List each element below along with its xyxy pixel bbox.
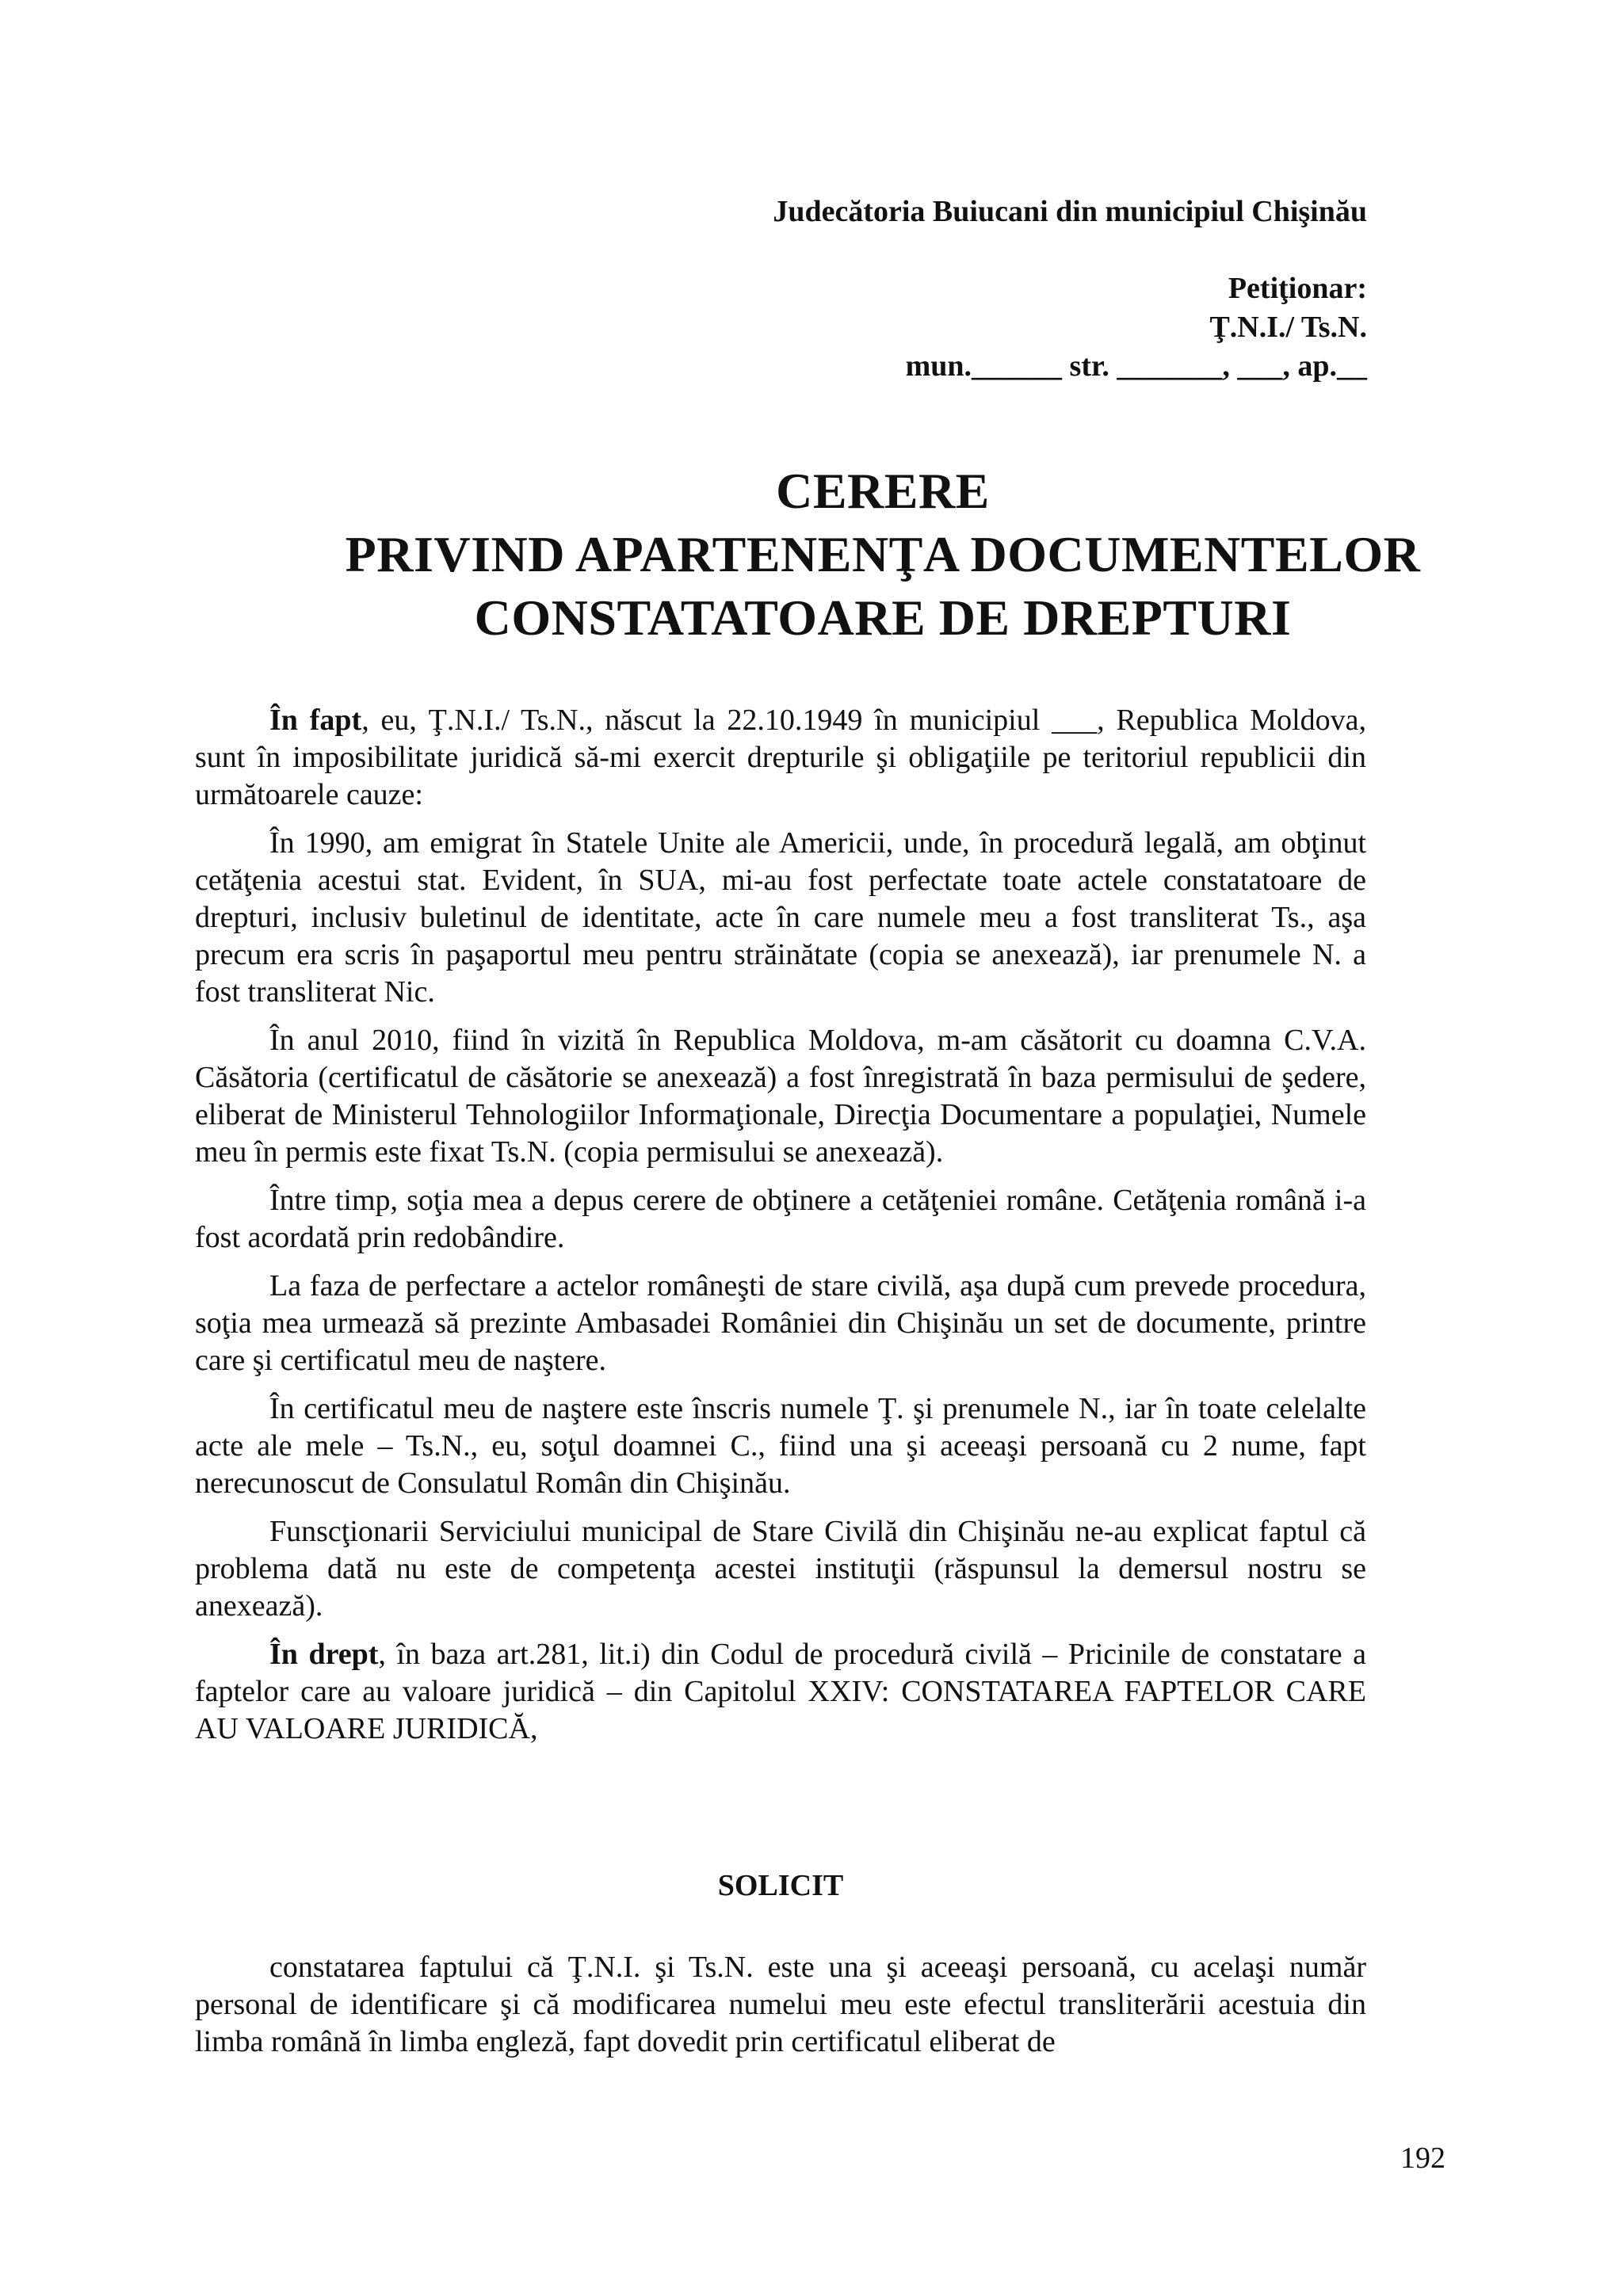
title-line-1: CERERE <box>776 463 990 519</box>
court-name: Judecătoria Buiucani din municipiul Chişinău <box>773 195 1367 228</box>
request-body <box>195 1949 1366 2061</box>
paragraph-civil-status: Funscţionarii Serviciului municipal de Stare Civilă din Chişinău ne-au explicat faptul că problema dată nu este de competenţa acestei instituţii (răspunsul la demersul nostru se anexează). <box>195 1515 1366 1623</box>
document-title <box>0 460 1623 650</box>
paragraph-emigration: În 1990, am emigrat în Statele Unite ale Americii, unde, în procedură legală, am obţinut cetăţenia acestui stat. Evident, în SUA, mi-au fost perfectate toate actele constatatoare de drepturi, inclusiv buletinul de identitate, acte în care numele meu a fost transliterat Ts., aşa precum era scris în paşaportul meu pentru străinătate (copia se anexează), iar prenumele N. a fost transliterat Nic. <box>195 826 1366 1009</box>
paragraph-birth-certificate: În certificatul meu de naştere este înscris numele Ţ. şi prenumele N., iar în toate celelalte acte ale mele – Ts.N., eu, soţul doamnei C., fiind una şi aceeaşi persoană cu 2 nume, fapt nerecunoscut de Consulatul Român din Chişinău. <box>195 1392 1366 1500</box>
law-text: , în baza art.281, lit.i) din Codul de procedură civilă – Pricinile de constatare a faptelor care au valoare juridică – din Capitolul XXIV: CONSTATAREA FAPTELOR CARE AU VALOARE JURIDICĂ, <box>195 1638 1367 1745</box>
title-line-2: PRIVIND APARTENENŢA DOCUMENTELOR <box>345 526 1421 582</box>
title-line-3: CONSTATATOARE DE DREPTURI <box>474 589 1292 646</box>
page-number: 192 <box>1400 2142 1445 2175</box>
paragraph-citizenship: Între timp, soţia mea a depus cerere de obţinere a cetăţeniei române. Cetăţenia română i-a fost acordată prin redobândire. <box>195 1184 1366 1254</box>
document-body <box>195 702 1366 1759</box>
facts-lead: În fapt <box>269 704 362 737</box>
paragraph-law <box>195 1636 1366 1748</box>
paragraph-procedure: La faza de perfectare a actelor româneşti de stare civilă, aşa după cum prevede procedura, soţia mea urmează să prezinte Ambasadei României din Chişinău un set de documente, printre care şi certificatul meu de naştere. <box>195 1269 1366 1377</box>
paragraph-request: constatarea faptului că Ţ.N.I. şi Ts.N. este una şi aceeaşi persoană, cu acelaşi număr personal de identificare şi că modificarea numelui meu este efectul transliterării acestuia din limba română în limba engleză, fapt dovedit prin certificatul eliberat de <box>195 1951 1366 2058</box>
solicit-heading: SOLICIT <box>717 1869 844 1902</box>
petitioner-label: Petiţionar: <box>1228 272 1367 305</box>
paragraph-marriage: În anul 2010, fiind în vizită în Republica Moldova, m-am căsătorit cu doamna C.V.A. Căsătoria (certificatul de căsătorie se anexează) a fost înregistrată în baza permisului de şedere, eliberat de Ministerul Tehnologiilor Informaţionale, Direcţia Documentare a populaţiei, Numele meu în permis este fixat Ts.N. (copia permisului se anexează). <box>195 1024 1366 1169</box>
petitioner-block <box>906 269 1367 386</box>
law-lead: În drept <box>269 1638 379 1671</box>
paragraph-facts <box>195 702 1366 814</box>
petitioner-name: Ţ.N.I./ Ts.N. <box>1209 311 1367 344</box>
petitioner-address: mun.______ str. _______, ___, ap.__ <box>905 349 1367 383</box>
facts-text: , eu, Ţ.N.I./ Ts.N., născut la 22.10.1949 în municipiul ___, Republica Moldova, sunt în imposibilitate juridică să-mi exercit drepturile şi obligaţiile pe teritoriul republicii din următoarele cauze: <box>195 704 1366 811</box>
